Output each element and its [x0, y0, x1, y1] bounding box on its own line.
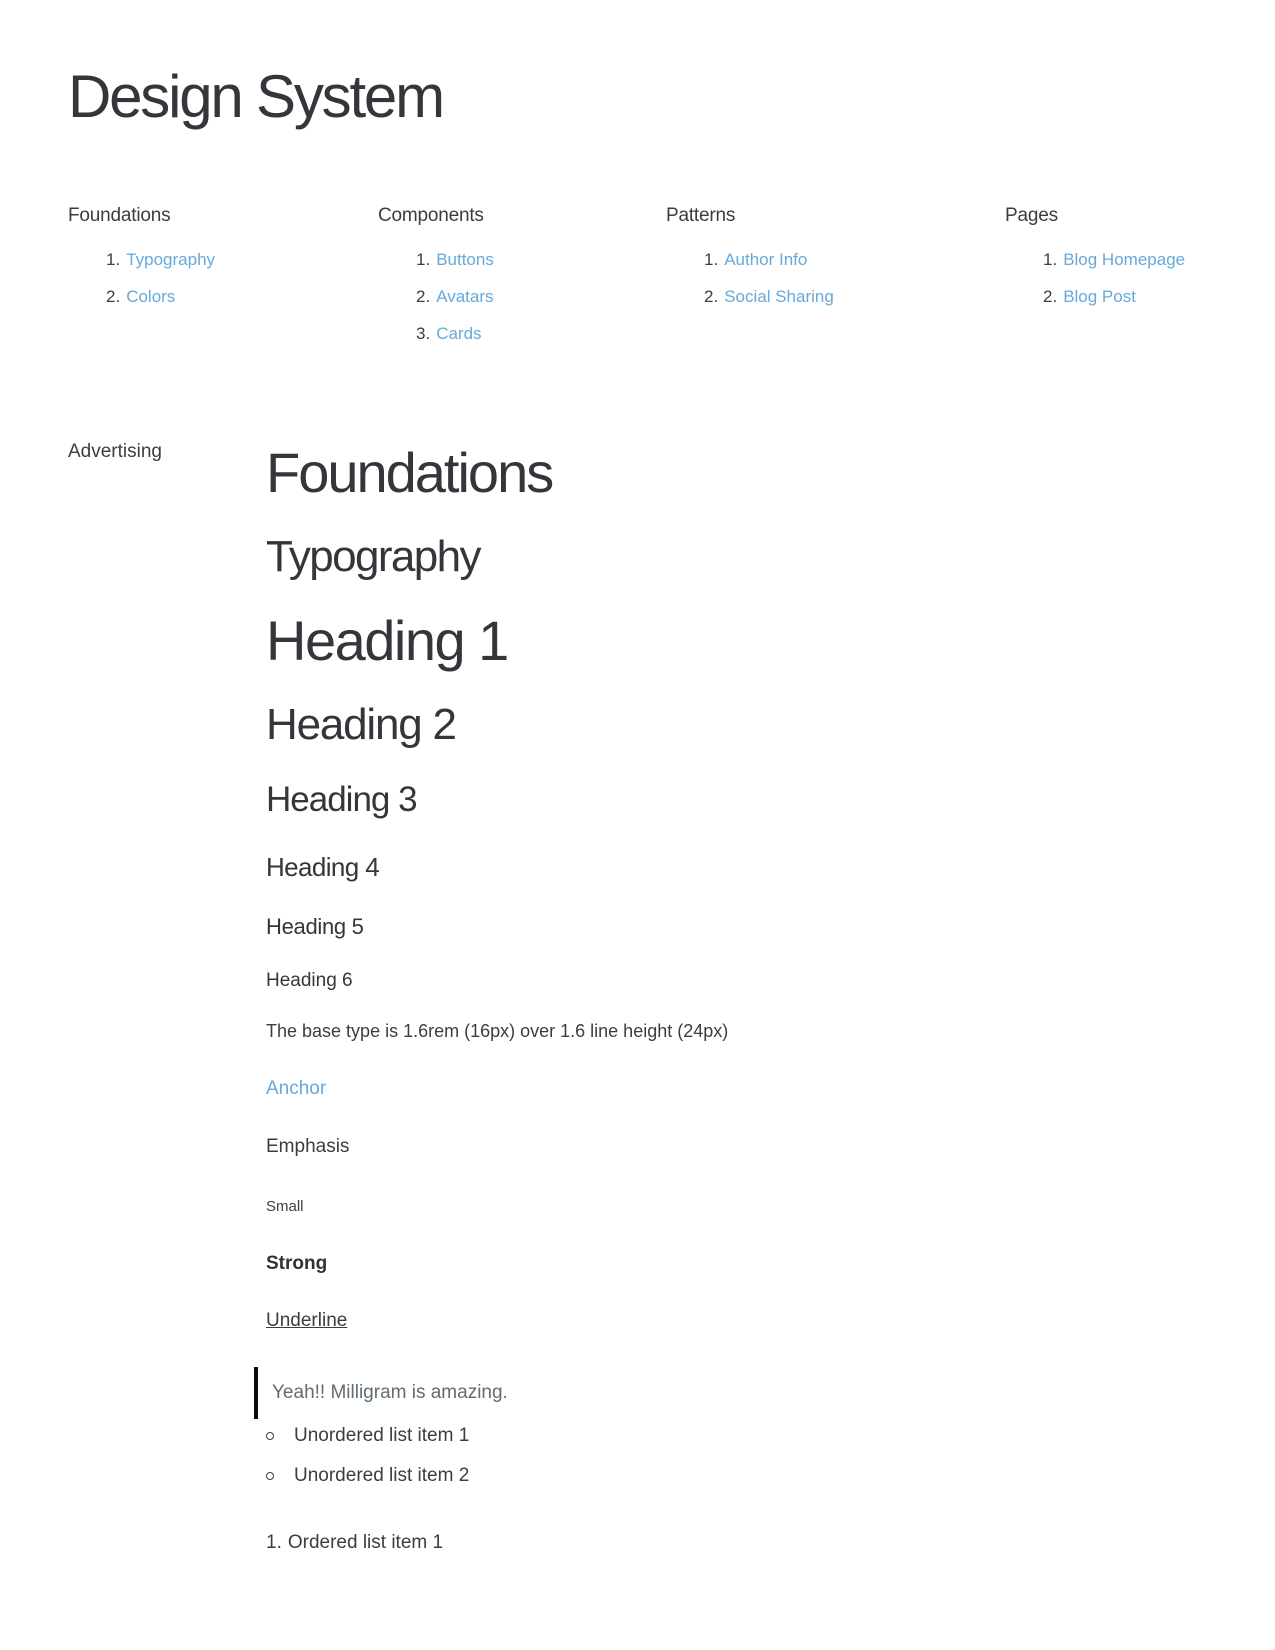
circle-bullet-icon [266, 1472, 274, 1480]
nav-item-social-sharing [704, 278, 834, 315]
advertising-label: Advertising [68, 441, 162, 462]
nav-link-avatars[interactable]: Avatars [436, 287, 494, 306]
nav-link-cards[interactable]: Cards [436, 324, 482, 343]
list-number: 1. [416, 250, 431, 269]
heading-2-sample: Heading 2 [266, 700, 456, 749]
list-item [266, 1416, 469, 1456]
nav-list-foundations [68, 241, 215, 315]
unordered-list [266, 1416, 469, 1496]
ordered-list [266, 1532, 443, 1554]
heading-5-sample: Heading 5 [266, 914, 364, 939]
list-item-label: Ordered list item 1 [287, 1532, 444, 1553]
nav-column-patterns [666, 205, 834, 315]
nav-column-foundations [68, 205, 215, 315]
nav-item-typography [106, 241, 215, 278]
list-number: 1. [266, 1532, 282, 1553]
nav-item-blog-post [1043, 278, 1185, 315]
nav-list-components [378, 241, 494, 352]
circle-bullet-icon [266, 1432, 274, 1440]
nav-item-colors [106, 278, 215, 315]
nav-link-typography[interactable]: Typography [126, 250, 216, 269]
list-number: 2. [106, 287, 121, 306]
list-item [266, 1532, 443, 1554]
list-number: 1. [704, 250, 719, 269]
nav-item-cards [416, 315, 494, 352]
blockquote: Yeah!! Milligram is amazing. [254, 1367, 508, 1419]
anchor-link[interactable]: Anchor [266, 1078, 327, 1099]
list-number: 1. [106, 250, 121, 269]
nav-link-social-sharing[interactable]: Social Sharing [724, 287, 834, 306]
small-text: Small [266, 1198, 304, 1215]
list-item [266, 1456, 469, 1496]
nav-column-components [378, 205, 494, 352]
underline-text: Underline [266, 1310, 348, 1331]
heading-6-sample: Heading 6 [266, 970, 353, 991]
list-number: 3. [416, 324, 431, 343]
nav-link-colors[interactable]: Colors [126, 287, 176, 306]
nav-item-author-info [704, 241, 834, 278]
nav-item-buttons [416, 241, 494, 278]
top-navigation [0, 205, 1275, 365]
nav-heading-components: Components [378, 205, 484, 226]
nav-link-blog-post[interactable]: Blog Post [1063, 287, 1136, 306]
nav-link-buttons[interactable]: Buttons [436, 250, 494, 269]
nav-heading-patterns: Patterns [666, 205, 736, 226]
nav-column-pages [1005, 205, 1185, 315]
nav-item-blog-homepage [1043, 241, 1185, 278]
emphasis-text: Emphasis [266, 1136, 350, 1157]
list-number: 2. [1043, 287, 1058, 306]
list-item-label: Unordered list item 2 [294, 1465, 470, 1486]
nav-list-pages [1005, 241, 1185, 315]
page-title: Design System [68, 63, 443, 130]
nav-link-author-info[interactable]: Author Info [724, 250, 808, 269]
nav-list-patterns [666, 241, 834, 315]
list-number: 2. [416, 287, 431, 306]
list-item-label: Unordered list item 1 [294, 1425, 470, 1446]
nav-heading-foundations: Foundations [68, 205, 171, 226]
subsection-title: Typography [266, 532, 480, 581]
strong-text: Strong [266, 1253, 328, 1274]
heading-4-sample: Heading 4 [266, 852, 380, 882]
nav-item-avatars [416, 278, 494, 315]
heading-1-sample: Heading 1 [266, 609, 508, 672]
heading-3-sample: Heading 3 [266, 780, 417, 819]
base-type-text: The base type is 1.6rem (16px) over 1.6 line height (24px) [266, 1021, 729, 1041]
nav-heading-pages: Pages [1005, 205, 1058, 226]
nav-link-blog-homepage[interactable]: Blog Homepage [1063, 250, 1186, 269]
list-number: 1. [1043, 250, 1058, 269]
section-title: Foundations [266, 441, 553, 504]
list-number: 2. [704, 287, 719, 306]
